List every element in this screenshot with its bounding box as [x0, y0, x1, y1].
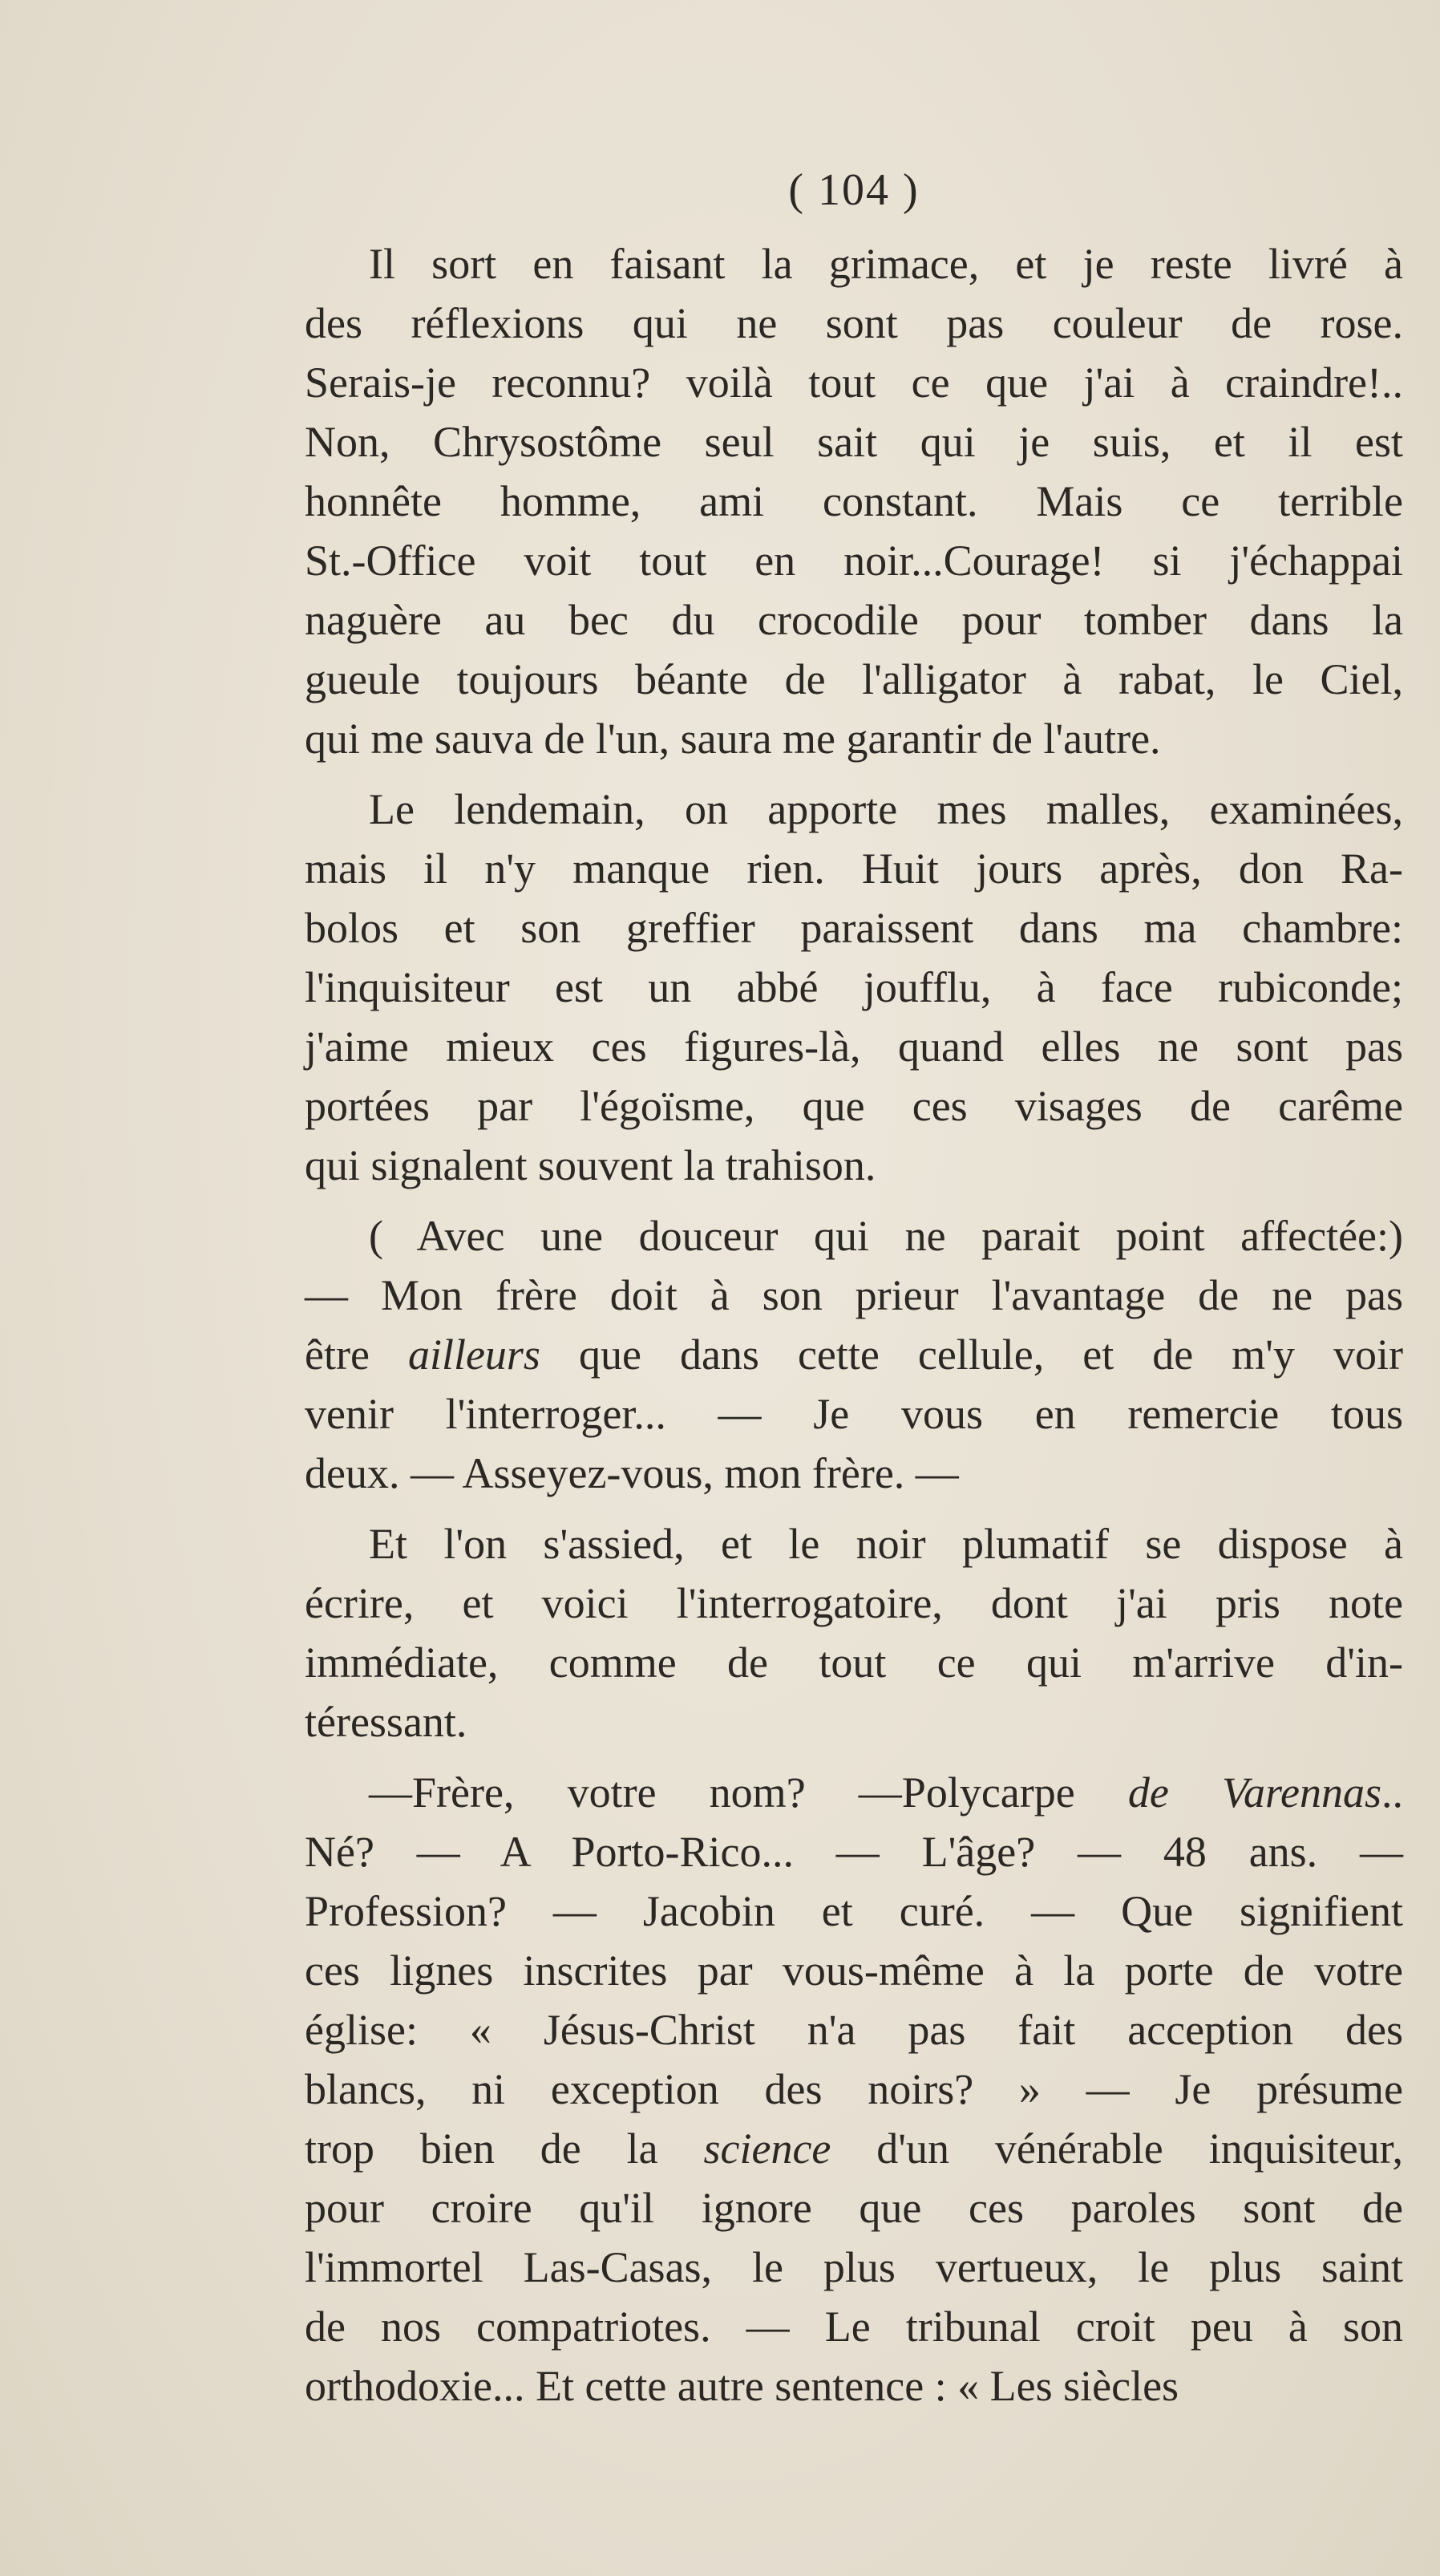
text-line: immédiate, comme de tout ce qui m'arrive d'in- [305, 1638, 1403, 1687]
text-line: l'inquisiteur est un abbé joufflu, à face rubiconde; [305, 963, 1403, 1011]
text-line: Serais-je reconnu? voilà tout ce que j'ai à craindre!.. [305, 358, 1403, 407]
text-line: téressant. [305, 1698, 467, 1746]
text-line: venir l'interroger... — Je vous en remercie tous [305, 1390, 1403, 1438]
text-line: Et l'on s'assied, et le noir plumatif se dispose à [369, 1520, 1403, 1568]
text-line: Le lendemain, on apporte mes malles, examinées, [369, 785, 1403, 833]
text-line: mais il n'y manque rien. Huit jours après, don Ra- [305, 844, 1403, 893]
text-line: Non, Chrysostôme seul sait qui je suis, et il est [305, 418, 1403, 466]
text-line: l'immortel Las-Casas, le plus vertueux, le plus saint [305, 2243, 1403, 2291]
text-line: écrire, et voici l'interrogatoire, dont j'ai pris note [305, 1579, 1403, 1627]
text-line: des réflexions qui ne sont pas couleur de rose. [305, 299, 1403, 347]
paragraph [305, 780, 1403, 1195]
paragraph [305, 1763, 1403, 2416]
body-text [305, 234, 1403, 2416]
text-line: gueule toujours béante de l'alligator à rabat, le Ciel, [305, 655, 1403, 703]
text-line: ces lignes inscrites par vous-même à la porte de votre [305, 1946, 1403, 1995]
text-line: St.-Office voit tout en noir...Courage! si j'échappai [305, 537, 1403, 585]
text-line: portées par l'égoïsme, que ces visages de carême [305, 1082, 1403, 1130]
text-line: ( Avec une douceur qui ne parait point affectée:) [369, 1212, 1403, 1260]
text-line: qui signalent souvent la trahison. [305, 1141, 876, 1189]
paragraph [305, 1514, 1403, 1752]
text-line: de nos compatriotes. — Le tribunal croit peu à son [305, 2303, 1403, 2351]
paragraph [305, 1206, 1403, 1503]
paragraph [305, 234, 1403, 768]
text-line: —Frère, votre nom? —Polycarpe de Varennas.. [369, 1768, 1404, 1817]
text-line: qui me sauva de l'un, saura me garantir de l'autre. [305, 715, 1161, 763]
text-line: église: « Jésus-Christ n'a pas fait acception des [305, 2006, 1403, 2054]
text-line: être ailleurs que dans cette cellule, et de m'y voir [305, 1331, 1403, 1379]
text-line: honnête homme, ami constant. Mais ce terrible [305, 477, 1403, 525]
text-line: bolos et son greffier paraissent dans ma chambre: [305, 904, 1403, 952]
text-line: naguère au bec du crocodile pour tomber dans la [305, 596, 1403, 644]
page-text [305, 160, 1403, 2427]
text-line: — Mon frère doit à son prieur l'avantage de ne pas [305, 1271, 1403, 1319]
text-line: orthodoxie... Et cette autre sentence : « Les siècles [305, 2362, 1179, 2410]
text-line: blancs, ni exception des noirs? » — Je présume [305, 2065, 1403, 2113]
text-line: deux. — Asseyez-vous, mon frère. — [305, 1449, 959, 1497]
text-line: j'aime mieux ces figures-là, quand elles ne sont pas [305, 1023, 1403, 1071]
text-line: pour croire qu'il ignore que ces paroles sont de [305, 2184, 1403, 2232]
page-number: ( 104 ) [788, 165, 920, 215]
text-line: Né? — A Porto-Rico... — L'âge? — 48 ans. — [305, 1828, 1403, 1876]
text-line: trop bien de la science d'un vénérable inquisiteur, [305, 2124, 1403, 2173]
text-line: Il sort en faisant la grimace, et je reste livré à [369, 240, 1403, 288]
text-line: Profession? — Jacobin et curé. — Que signifient [305, 1887, 1403, 1935]
